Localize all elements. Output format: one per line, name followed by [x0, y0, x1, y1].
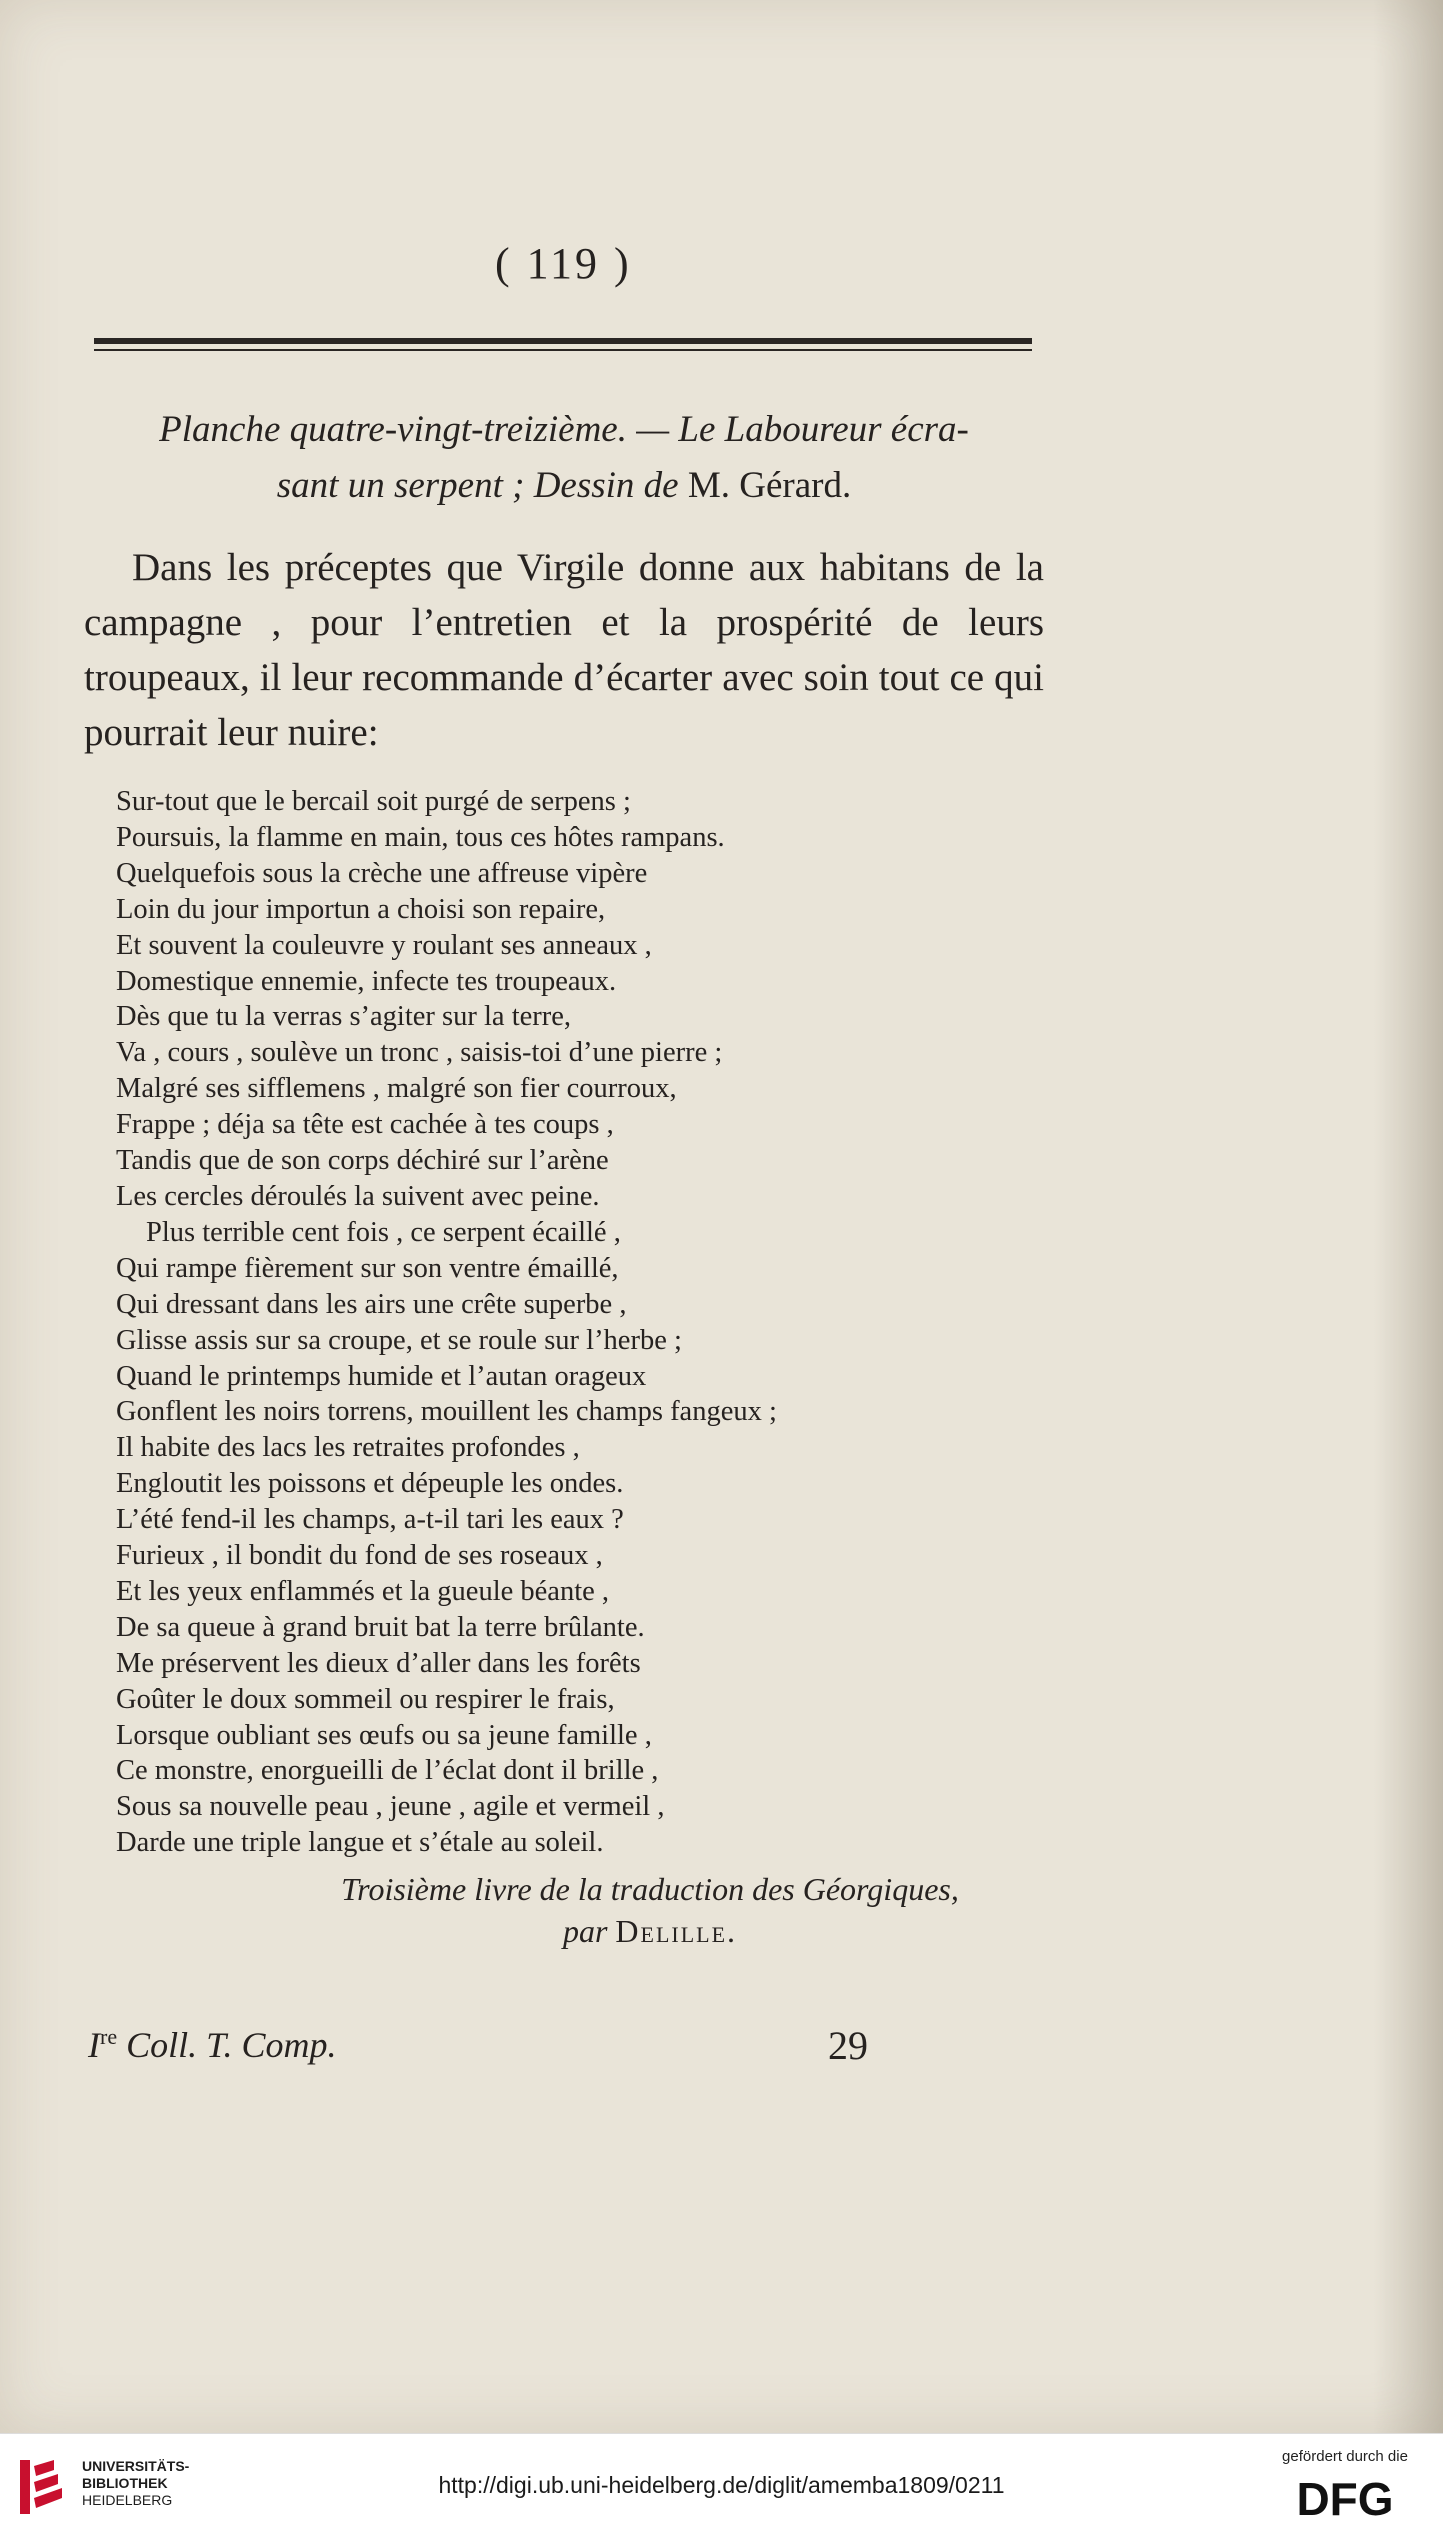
poem-line: Sous sa nouvelle peau , jeune , agile et vermeil , [116, 1791, 665, 1823]
dfg-logo-text: DFG [1296, 2473, 1394, 2523]
header-rule-thick [94, 338, 1032, 344]
poem-line: Et souvent la couleuvre y roulant ses anneaux , [116, 929, 652, 961]
plate-title-author: M. Gérard. [687, 465, 852, 506]
poem-line: Malgré ses sifflemens , malgré son fier courroux, [116, 1073, 677, 1105]
source-line: Troisième livre de la traduction des Géorgiques, [341, 1871, 959, 1907]
plate-title-line-2 [84, 458, 1044, 514]
poem-line: Les cercles déroulés la suivent avec peine. [116, 1180, 600, 1212]
poem-line: Dès que tu la verras s’agiter sur la terre, [116, 1001, 572, 1033]
sheet-number: 29 [828, 2023, 868, 2068]
poem-line: Me préservent les dieux d’aller dans les forêts [116, 1647, 641, 1679]
library-line-3: HEIDELBERG [82, 2492, 173, 2508]
poem-line: Plus terrible cent fois , ce serpent écaillé , [146, 1216, 621, 1248]
poem-line: Loin du jour importun a choisi son repaire, [116, 893, 606, 925]
source-author: Delille. [615, 1913, 738, 1949]
poem-line: Glisse assis sur sa croupe, et se roule sur l’herbe ; [116, 1324, 682, 1356]
signature-sup: re [100, 2024, 118, 2049]
sponsor-block [1265, 2448, 1425, 2528]
signature-main: I [88, 2025, 100, 2065]
poem-line: Furieux , il bondit du fond de ses roseaux , [116, 1540, 603, 1572]
page-number: ( 119 ) [495, 239, 632, 288]
poem-line: Ce monstre, enorgueilli de l’éclat dont il brille , [116, 1755, 659, 1787]
permalink-url[interactable]: http://digi.ub.uni-heidelberg.de/diglit/amemba1809/0211 [438, 2472, 1005, 2498]
plate-title-line-2-text: sant un serpent ; Dessin de [276, 465, 688, 506]
poem-line: Sur-tout que le bercail soit purgé de serpens ; [116, 786, 631, 817]
header-rule-thin [94, 349, 1032, 351]
poem-line: Il habite des lacs les retraites profondes , [116, 1432, 580, 1464]
poem-line: Qui dressant dans les airs une crête superbe , [116, 1288, 627, 1320]
source-by: par [562, 1913, 616, 1949]
signature-rest: Coll. T. Comp. [117, 2025, 337, 2065]
poem-block [116, 784, 1016, 1861]
printer-signature [88, 2024, 336, 2066]
poem-line: Tandis que de son corps déchiré sur l’arène [116, 1145, 609, 1177]
source-by-line [270, 1910, 1030, 1952]
plate-title-line-1: Planche quatre-vingt-treizième. — Le Laboureur écra- [159, 409, 969, 450]
poem-line: Darde une triple langue et s’étale au soleil. [116, 1827, 604, 1859]
source-attribution [270, 1868, 1030, 1952]
page-edge-shadow [1373, 0, 1443, 2433]
intro-paragraph: Dans les préceptes que Virgile donne aux habitans de la campagne , pour l’entretien et la prospérité de leurs troupeaux, il leur recommande d’écarter avec soin tout ce qui pourrait leur nuire: [84, 546, 1044, 754]
poem-line: Goûter le doux sommeil ou respirer le frais, [116, 1683, 615, 1715]
dfg-logo-icon[interactable] [1270, 2473, 1420, 2523]
poem-line: Quelquefois sous la crèche une affreuse vipère [116, 857, 648, 889]
poem-line: L’été fend-il les champs, a-t-il tari les eaux ? [116, 1504, 624, 1536]
sponsor-label: gefördert durch die [1282, 2448, 1408, 2465]
poem-line: Domestique ennemie, infecte tes troupeaux. [116, 965, 617, 997]
poem-line: Et les yeux enflammés et la gueule béante , [116, 1575, 610, 1607]
poem-line: Va , cours , soulève un tronc , saisis-toi d’une pierre ; [116, 1037, 723, 1069]
poem-line: De sa queue à grand bruit bat la terre brûlante. [116, 1611, 645, 1643]
plate-title [84, 402, 1044, 514]
library-line-2: BIBLIOTHEK [82, 2475, 168, 2491]
poem-line: Lorsque oubliant ses œufs ou sa jeune famille , [116, 1719, 652, 1751]
poem-line: Gonflent les noirs torrens, mouillent les champs fangeux ; [116, 1396, 777, 1428]
library-line-1: UNIVERSITÄTS- [82, 2458, 190, 2474]
poem-line: Quand le printemps humide et l’autan orageux [116, 1360, 647, 1392]
poem-line: Engloutit les poissons et dépeuple les ondes. [116, 1468, 624, 1500]
poem-line: Frappe ; déja sa tête est cachée à tes coups , [116, 1109, 614, 1141]
poem-line: Poursuis, la flamme en main, tous ces hôtes rampans. [116, 821, 725, 853]
viewer-footer [0, 2433, 1443, 2538]
poem-line: Qui rampe fièrement sur son ventre émaillé, [116, 1252, 619, 1284]
